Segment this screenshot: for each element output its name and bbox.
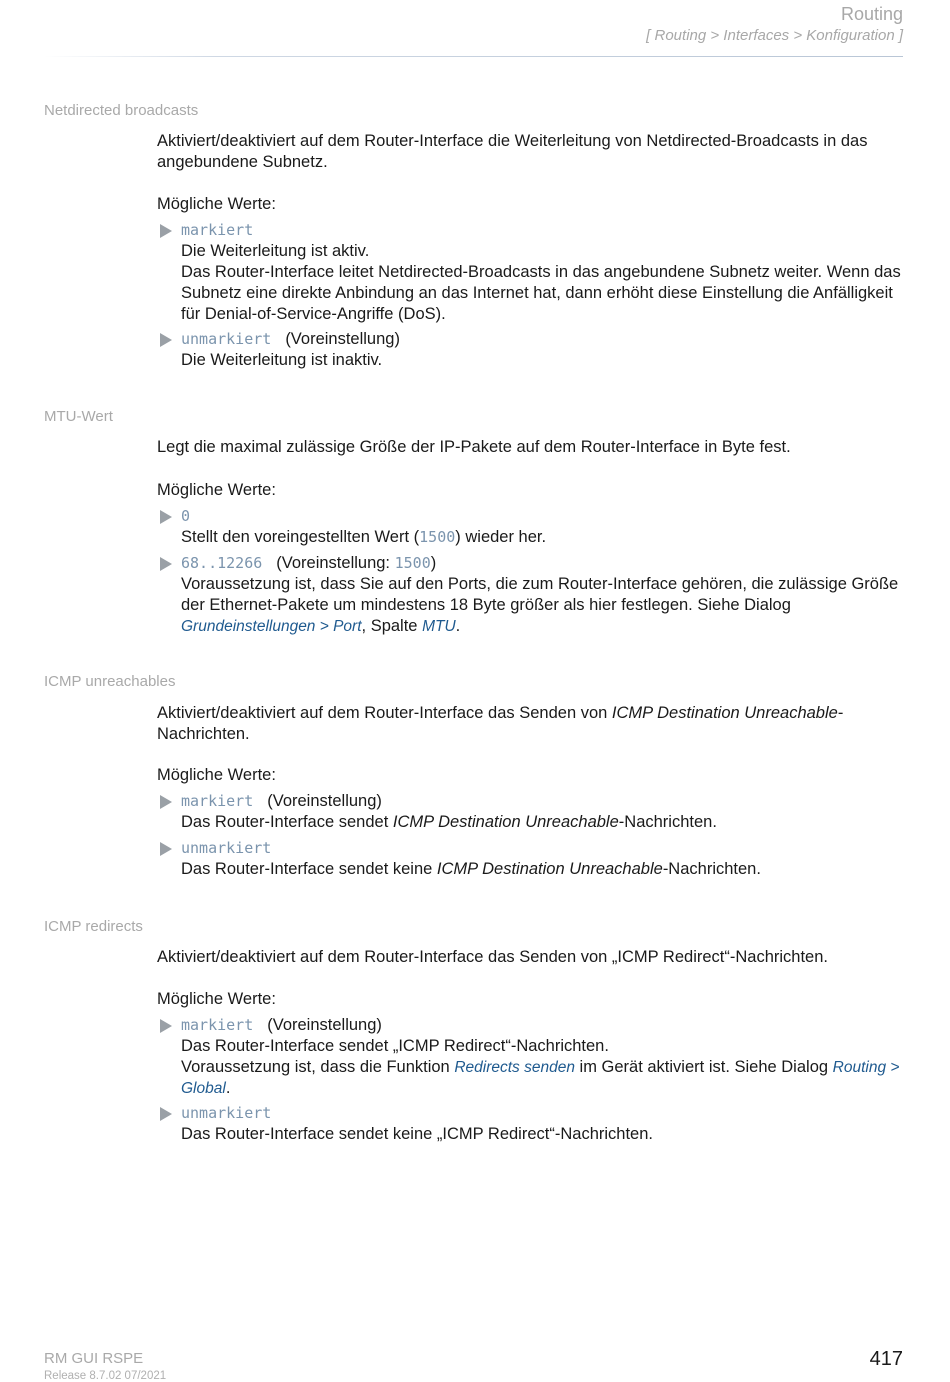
value-item <box>157 220 903 325</box>
dialog-link-routing-global[interactable]: Routing > Global <box>181 1059 900 1097</box>
value-item-body <box>181 220 903 325</box>
section-label-icmp-unreachables: ICMP unreachables <box>44 673 176 690</box>
default-note <box>276 554 436 572</box>
value-description <box>181 859 903 880</box>
triangle-bullet-icon <box>160 224 172 238</box>
value-description: Die Weiterleitung ist inaktiv. <box>181 351 383 369</box>
value-item <box>157 506 903 548</box>
value-code: markiert <box>181 792 254 810</box>
values-heading-text: Mögliche Werte: <box>157 481 276 499</box>
text-part: Das Router-Interface sendet keine <box>181 860 437 878</box>
text-part: -Nachrichten. <box>618 813 717 831</box>
header-title: Routing <box>840 4 903 24</box>
text-part: , Spalte <box>361 617 423 635</box>
value-description: Das Router-Interface sendet „ICMP Redirect“-Nachrichten. <box>181 1037 609 1055</box>
value-code: unmarkiert <box>181 1104 272 1122</box>
values-heading <box>157 989 903 1010</box>
text-part: ) <box>430 554 437 572</box>
triangle-bullet-icon <box>160 842 172 856</box>
text-part: Stellt den voreingestellten Wert ( <box>181 528 420 546</box>
default-note: (Voreinstellung) <box>267 792 382 810</box>
value-item-body <box>181 1103 903 1145</box>
value-item-body <box>181 1015 903 1099</box>
text-part: -Nachrichten. <box>157 704 844 743</box>
section-label-netdirected: Netdirected broadcasts <box>44 102 199 119</box>
text-part: . <box>455 617 461 635</box>
section-desc-icmp-unreachables <box>157 703 903 745</box>
value-code: unmarkiert <box>181 839 272 857</box>
values-heading <box>157 765 903 786</box>
section-label-mtu: MTU-Wert <box>44 408 113 425</box>
values-heading-text: Mögliche Werte: <box>157 766 276 784</box>
value-description <box>181 574 903 637</box>
desc-text: Aktiviert/deaktiviert auf dem Router-Interface die Weiterleitung von Netdirected-Broadcasts in das angebundene Subnetz. <box>157 132 868 171</box>
value-item <box>157 1103 903 1145</box>
text-part: Voraussetzung ist, dass die Funktion <box>181 1058 455 1076</box>
text-part: im Gerät aktiviert ist. Siehe Dialog <box>574 1058 833 1076</box>
default-note: (Voreinstellung) <box>267 1016 382 1034</box>
header-breadcrumb: [ Routing > Interfaces > Konfiguration ] <box>646 27 903 44</box>
triangle-bullet-icon <box>160 510 172 524</box>
text-part: Voraussetzung ist, dass Sie auf den Ports, die zum Router-Interface gehören, die zulässige Größe der Ethernet-Pakete um mindestens 18 Byte größer als hier festlegen. Siehe Dialog <box>181 575 899 614</box>
header-rule <box>44 56 903 57</box>
text-part: (Voreinstellung: <box>276 554 395 572</box>
value-item-body <box>181 553 903 637</box>
value-description: Das Router-Interface sendet keine „ICMP Redirect“-Nachrichten. <box>181 1125 653 1143</box>
value-item <box>157 1015 903 1099</box>
inline-value-code: 1500 <box>419 528 456 546</box>
value-item <box>157 329 903 371</box>
value-line <box>181 329 903 350</box>
text-part: ) wieder her. <box>455 528 547 546</box>
page-number: 417 <box>869 1348 903 1370</box>
value-description <box>181 812 903 833</box>
value-code: 68..12266 <box>181 554 263 572</box>
value-description: Die Weiterleitung ist aktiv. <box>181 242 370 260</box>
values-heading <box>157 194 903 215</box>
value-code: markiert <box>181 221 254 239</box>
inline-value-code: 1500 <box>394 554 431 572</box>
text-part: . <box>225 1079 231 1097</box>
desc-text: Legt die maximal zulässige Größe der IP-Pakete auf dem Router-Interface in Byte fest. <box>157 438 791 456</box>
value-item-body <box>181 791 903 833</box>
triangle-bullet-icon <box>160 795 172 809</box>
text-part: -Nachrichten. <box>662 860 761 878</box>
footer-release: Release 8.7.02 07/2021 <box>44 1370 167 1382</box>
dialog-link-grundeinstellungen-port[interactable]: Grundeinstellungen > Port <box>181 618 362 635</box>
triangle-bullet-icon <box>160 1107 172 1121</box>
emphasis: ICMP Destination Unreachable <box>611 704 838 722</box>
text-part: Das Router-Interface sendet <box>181 813 393 831</box>
value-description <box>181 1057 903 1099</box>
text-part: Aktiviert/deaktiviert auf dem Router-Interface das Senden von <box>157 704 612 722</box>
value-item-body <box>181 506 903 548</box>
footer-doc-name: RM GUI RSPE <box>44 1350 144 1367</box>
emphasis: ICMP Destination Unreachable <box>436 860 663 878</box>
dialog-link-mtu[interactable]: MTU <box>422 618 456 635</box>
value-code: 0 <box>181 507 191 525</box>
section-desc-netdirected <box>157 131 903 173</box>
function-link-redirects-senden[interactable]: Redirects senden <box>454 1059 575 1076</box>
emphasis: ICMP Destination Unreachable <box>392 813 619 831</box>
value-item-body <box>181 838 903 880</box>
values-heading-text: Mögliche Werte: <box>157 990 276 1008</box>
value-line <box>181 553 903 574</box>
triangle-bullet-icon <box>160 333 172 347</box>
default-note: (Voreinstellung) <box>285 330 400 348</box>
triangle-bullet-icon <box>160 557 172 571</box>
values-heading <box>157 480 903 501</box>
value-item <box>157 838 903 880</box>
section-desc-icmp-redirects <box>157 947 903 968</box>
section-label-icmp-redirects: ICMP redirects <box>44 918 143 935</box>
values-heading-text: Mögliche Werte: <box>157 195 276 213</box>
desc-text <box>157 703 903 745</box>
desc-text: Aktiviert/deaktiviert auf dem Router-Interface das Senden von „ICMP Redirect“-Nachrichten. <box>157 948 828 966</box>
section-desc-mtu <box>157 437 903 458</box>
value-code: unmarkiert <box>181 330 272 348</box>
value-item <box>157 791 903 833</box>
value-line <box>181 791 903 812</box>
triangle-bullet-icon <box>160 1019 172 1033</box>
value-line <box>181 1015 903 1036</box>
value-description <box>181 527 903 548</box>
value-item-body <box>181 329 903 371</box>
value-item <box>157 553 903 637</box>
value-description: Das Router-Interface leitet Netdirected-Broadcasts in das angebundene Subnetz weiter. Wenn das Subnetz eine direkte Anbindung an das Internet hat, dann erhöht diese Einstellung die Anfälligkeit für Denial-of-Service-Angriffe (DoS). <box>181 263 901 323</box>
value-code: markiert <box>181 1016 254 1034</box>
